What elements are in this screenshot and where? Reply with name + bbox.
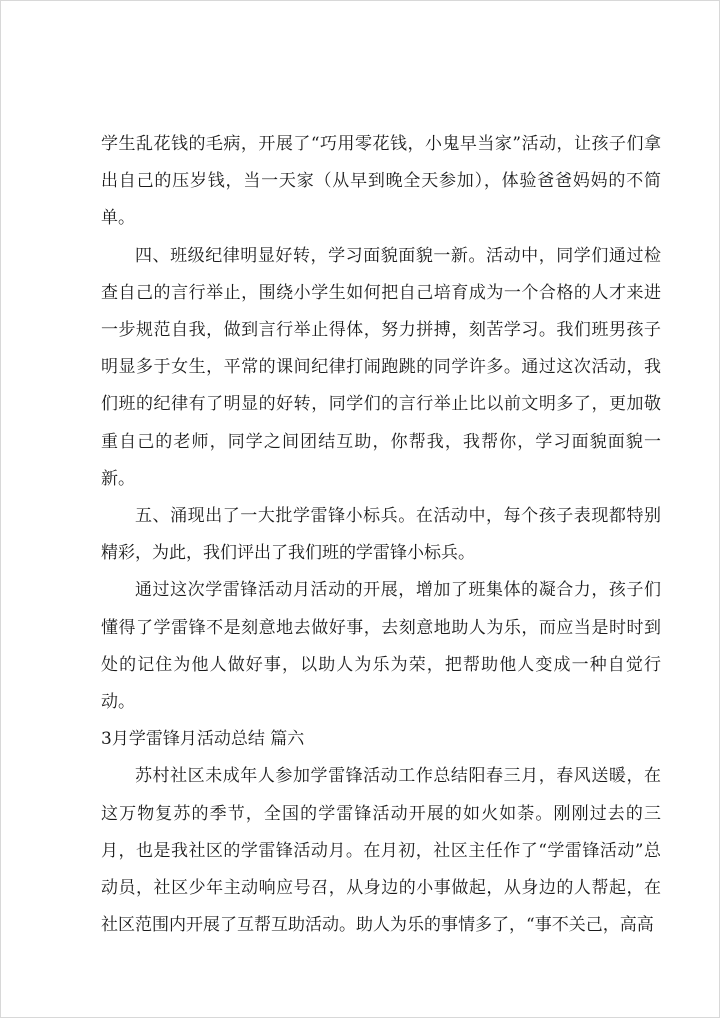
document-body [101,126,661,944]
paragraph-discipline: 四、班级纪律明显好转，学习面貌面貌一新。活动中，同学们通过检查自己的言行举止，围绕小学生如何把自己培育成为一个合格的人才来进一步规范自我，做到言行举止得体，努力拼搏，刻苦学习。我们班男孩子明显多于女生，平常的课间纪律打闹跑跳的同学许多。通过这次活动，我们班的纪律有了明显的好转，同学们的言行举止比以前文明多了，更加敬重自己的老师，同学之间团结互助，你帮我，我帮你，学习面貌面貌一新。 [101,245,661,489]
paragraph-continuation: 学生乱花钱的毛病，开展了“巧用零花钱，小鬼早当家”活动，让孩子们拿出自己的压岁钱，当一天家（从早到晚全天参加），体验爸爸妈妈的不简单。 [101,134,661,229]
paragraph-conclusion: 通过这次学雷锋活动月活动的开展，增加了班集体的凝合力，孩子们懂得了学雷锋不是刻意地去做好事，去刻意地助人为乐，而应当是时时到处的记住为他人做好事，以助人为乐为荣，把帮助他人变成一种自觉行动。 [101,580,661,713]
section-heading: 3月学雷锋月活动总结 篇六 [101,729,305,750]
paragraph-community: 苏村社区未成年人参加学雷锋活动工作总结阳春三月，春风送暖，在这万物复苏的季节，全国的学雷锋活动开展的如火如荼。刚刚过去的三月，也是我社区的学雷锋活动月。在月初，社区主任作了“学雷锋活动”总动员，社区少年主动响应号召，从身边的小事做起，从身边的人帮起，在社区范围内开展了互帮互助活动。助人为乐的事情多了，“事不关己，高高 [101,766,661,936]
paragraph-role-models: 五、涌现出了一大批学雷锋小标兵。在活动中，每个孩子表现都特别精彩，为此，我们评出了我们班的学雷锋小标兵。 [101,506,661,564]
